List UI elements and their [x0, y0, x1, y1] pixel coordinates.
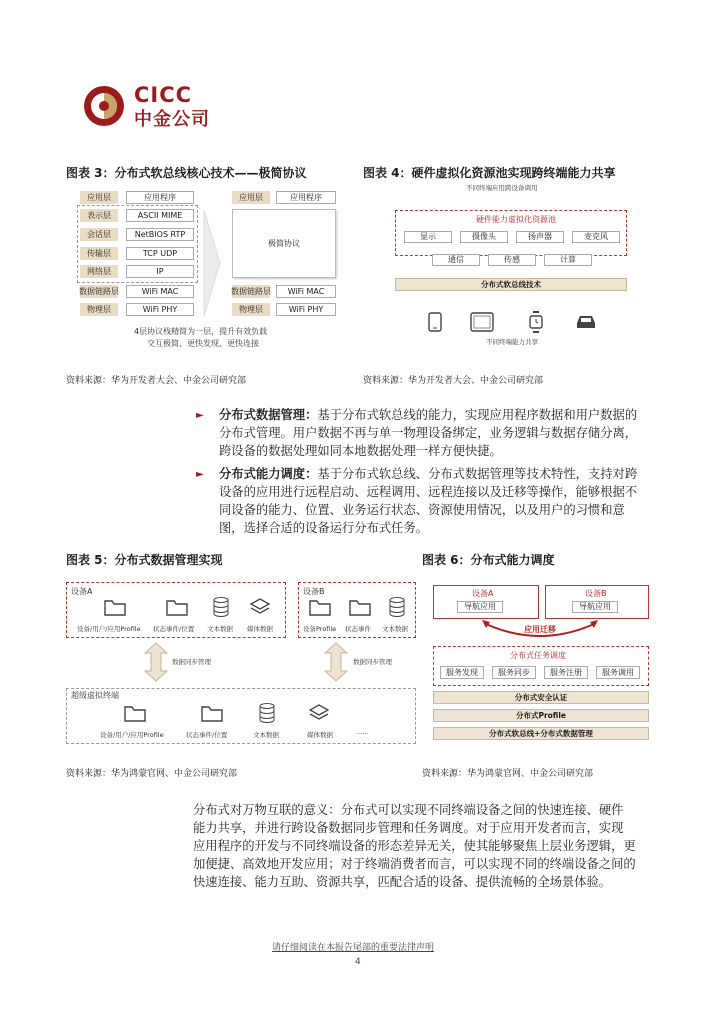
bullet-text: 设备的应用进行远程启动、远程调用、远程连接以及迁移等操作，能够根据不 [219, 485, 638, 499]
folder-icon [104, 598, 126, 616]
fig3-left-value: WiFi PHY [126, 303, 194, 316]
bullet-text: 分布式管理。用户数据不再与单一物理设备绑定，业务逻辑与数据存储分离， [219, 426, 638, 440]
fig5-devb-item: 状态事件 [345, 625, 371, 633]
conclusion-text: 加便捷、高效地开发应用；对于终端消费者而言，可以实现不同的终端设备之间的 [193, 857, 636, 871]
fig6-service: 服务注册 [544, 666, 588, 679]
fig3-left-label: 物理层 [80, 303, 118, 316]
fig3-caption-line2: 交互极简、更快发现、更快连接 [147, 339, 259, 348]
fig3-left-label: 网络层 [80, 265, 118, 278]
fig3-left-value: TCP UDP [126, 247, 194, 260]
bullet-capability-scheduling [219, 465, 659, 537]
bullet-head: 分布式能力调度： [219, 467, 318, 481]
fig3-left-value: WiFi MAC [126, 285, 194, 298]
fig4-cap: 摄像头 [460, 231, 508, 243]
fig3-right-label: 数据链路层 [232, 285, 270, 298]
fig4-cap: 扬声器 [516, 231, 564, 243]
fig3-right-value: 应用程序 [276, 191, 336, 204]
fig4-top-caption: 不同终端应用跨设备调用 [466, 184, 538, 192]
fig3-source: 资料来源：华为开发者大会、中金公司研究部 [66, 376, 247, 386]
fig5-sync-label: 数据同步管理 [353, 658, 392, 666]
fig6-service: 服务调用 [596, 666, 640, 679]
logo-cn: 中金公司 [134, 109, 210, 130]
phone-icon [428, 312, 442, 332]
conclusion-paragraph [193, 801, 663, 891]
fig3-caption-line1: 4层协议栈精简为一层，提升有效负载 [134, 327, 268, 336]
fig6-source: 资料来源：华为鸿蒙官网、中金公司研究部 [422, 769, 594, 779]
fig3-left-value: 应用程序 [126, 191, 194, 204]
layers-icon [308, 703, 330, 723]
conclusion-text: 快速连接、能力互助、资源共享，匹配合适的设备、提供流畅的全场景体验。 [193, 875, 612, 889]
fig6-task-title: 分布式任务调度 [510, 651, 566, 660]
fig6-service: 服务同步 [492, 666, 536, 679]
fig3-left-label: 传输层 [80, 247, 118, 260]
fig4-title: 图表 4：硬件虚拟化资源池实现跨终端能力共享 [363, 166, 616, 180]
fig6-layer: 分布式软总线+分布式数据管理 [433, 727, 649, 740]
fig6-layer: 分布式安全认证 [433, 691, 649, 704]
fig5-title: 图表 5：分布式数据管理实现 [66, 553, 223, 567]
conclusion-text: 分布式可以实现不同终端设备之间的快速连接、硬件 [340, 803, 624, 817]
fig6-deva-name: 设备A [472, 589, 494, 598]
fig5-devb-item: 设备Profile [303, 625, 337, 633]
fig4-cap: 麦克风 [572, 231, 620, 243]
fig3-merged-box: 极简协议 [232, 209, 336, 278]
fig4-cap: 显示 [404, 231, 452, 243]
folder-icon [349, 598, 371, 616]
folder-icon [201, 704, 223, 722]
cicc-logo [82, 84, 212, 128]
fig3-left-value: ASCII MIME [126, 209, 194, 222]
layers-icon [249, 597, 271, 617]
fig5-super-item: 状态事件/位置 [186, 731, 228, 739]
bullet-head: 分布式数据管理： [219, 408, 318, 422]
fig4-cap: 计算 [544, 254, 592, 266]
folder-icon [166, 598, 188, 616]
fig6-deva-app: 导航应用 [457, 601, 503, 613]
bullet-text: 同设备的能力、位置、业务运行状态、资源使用情况，以及用户的习惯和意 [219, 503, 625, 517]
fig5-deva-name: 设备A [71, 587, 93, 596]
bullet-text: 图，选择合适的设备运行分布式任务。 [219, 521, 429, 535]
fig5-devb-name: 设备B [303, 587, 325, 596]
conclusion-text: 能力共享，并进行跨设备数据同步管理和任务调度。对于应用开发者而言，实现 [193, 821, 624, 835]
fig5-deva-item: 文本数据 [207, 625, 233, 633]
fig3-right-label: 物理层 [232, 303, 270, 316]
sync-arrow-icon [144, 642, 168, 682]
fig3-title: 图表 3：分布式软总线核心技术——极简协议 [66, 166, 307, 180]
bullet-text: 基于分布式软总线的能力，实现应用程序数据和用户数据的 [317, 408, 638, 422]
fig6-devb-app: 导航应用 [572, 601, 618, 613]
fig5-deva-item: 设备/用户/应用Profile [77, 625, 141, 633]
database-icon [388, 597, 406, 617]
fig5-super-item: 媒体数据 [307, 731, 333, 739]
fig3-left-label: 数据链路层 [80, 285, 118, 298]
fig5-deva-item: 媒体数据 [247, 625, 273, 633]
fig3-right-value: WiFi PHY [276, 303, 336, 316]
bullet-marker-icon: ► [196, 410, 204, 421]
database-icon [258, 703, 276, 723]
fig5-deva-item: 状态事件/位置 [153, 625, 195, 633]
fig4-cap: 通信 [432, 254, 480, 266]
fig3-diagram [66, 186, 356, 351]
fig3-left-label: 会话层 [80, 228, 118, 241]
fig6-layer: 分布式Profile [433, 709, 649, 722]
fig4-cap: 传感 [488, 254, 536, 266]
fig3-right-value: WiFi MAC [276, 285, 336, 298]
fig4-pool-title: 硬件能力虚拟化资源池 [476, 215, 556, 224]
fig5-super-item: 文本数据 [253, 731, 279, 739]
folder-icon [309, 598, 331, 616]
fig5-devb-item: 文本数据 [382, 625, 408, 633]
fig3-right-label: 应用层 [232, 191, 270, 204]
bullet-text: 跨设备的数据处理如同本地数据处理一样方便快捷。 [219, 444, 502, 458]
fig6-devb-name: 设备B [585, 589, 607, 598]
fig6-title: 图表 6：分布式能力调度 [422, 553, 555, 567]
car-icon [575, 313, 597, 331]
fig3-left-label: 应用层 [80, 191, 118, 204]
conclusion-head: 分布式对万物互联的意义： [193, 803, 341, 817]
fig4-bottom-caption: 不同终端能力共享 [486, 338, 538, 346]
fig3-left-label: 表示层 [80, 209, 118, 222]
fig6-diagram [430, 582, 652, 746]
fig5-super-more: ...... [356, 728, 369, 736]
tablet-icon [470, 312, 494, 332]
watch-icon [528, 311, 544, 333]
fig4-bus: 分布式软总线技术 [395, 278, 627, 291]
fig5-super-item: 设备/用户/应用Profile [100, 731, 164, 739]
cicc-logo-mark-icon [82, 84, 126, 128]
footer-disclaimer-link[interactable]: 请仔细阅读在本报告尾部的重要法律声明 [272, 943, 435, 953]
fig5-super-name: 超级虚拟终端 [71, 691, 119, 700]
database-icon [212, 597, 230, 617]
page-number: 4 [355, 957, 361, 967]
bullet-marker-icon: ► [196, 469, 204, 480]
fig3-left-value: NetBIOS RTP [126, 228, 194, 241]
fig3-left-value: IP [126, 265, 194, 278]
bullet-text: 基于分布式软总线、分布式数据管理等技术特性，支持对跨 [317, 467, 638, 481]
sync-arrow-icon [324, 642, 348, 682]
fig5-source: 资料来源：华为鸿蒙官网、中金公司研究部 [66, 769, 238, 779]
fig6-service: 服务发现 [440, 666, 484, 679]
fig4-source: 资料来源：华为开发者大会、中金公司研究部 [363, 376, 544, 386]
folder-icon [124, 704, 146, 722]
logo-en: CICC [134, 83, 193, 107]
bullet-data-management [219, 406, 659, 460]
fig5-sync-label: 数据同步管理 [172, 658, 211, 666]
fig6-migrate-label: 应用迁移 [524, 625, 556, 634]
conclusion-text: 应用程序的开发与不同终端设备的形态差异无关，使其能够聚焦上层业务逻辑，更 [193, 839, 636, 853]
fig4-diagram [390, 180, 630, 350]
chevron-right-icon [202, 208, 222, 318]
fig5-diagram [66, 580, 420, 746]
